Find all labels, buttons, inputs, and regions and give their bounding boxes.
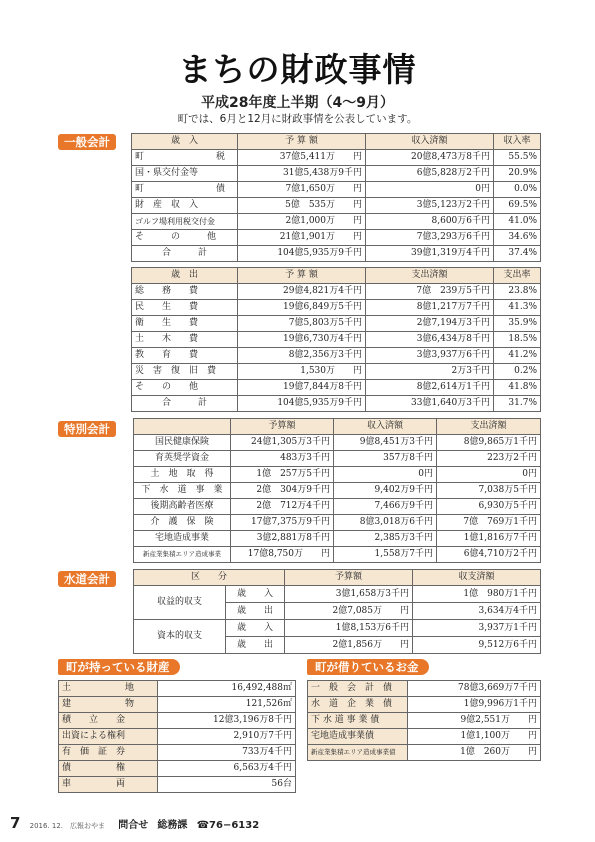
spent-cell: 0円 [437, 467, 541, 483]
table-row [132, 166, 541, 182]
value-cell: 1億1,100万 円 [408, 729, 541, 745]
received-cell: 9億8,451万3千円 [334, 435, 437, 451]
budget-cell: 2億 712万4千円 [231, 499, 334, 515]
column-header [134, 419, 231, 435]
row-label: 歳 出 [226, 637, 285, 654]
row-label: 土 木 費 [132, 332, 238, 348]
rate-cell: 41.2% [494, 348, 541, 364]
page-number: 7 [10, 814, 21, 832]
budget-cell: 31億5,438万9千円 [238, 166, 366, 182]
row-label: 下 水 道 事 業 [134, 483, 231, 499]
table-header-row [132, 268, 541, 284]
budget-cell: 8億2,356万3千円 [238, 348, 366, 364]
general-revenue-table [131, 133, 541, 262]
spent-cell: 1億1,816万7千円 [437, 531, 541, 547]
spent-cell: 33億1,640万3千円 [366, 396, 494, 412]
column-header: 収支済額 [413, 570, 541, 586]
table-row [134, 451, 541, 467]
row-label: 有 価 証 券 [59, 745, 158, 761]
table-row [134, 483, 541, 499]
table-row [308, 697, 541, 713]
assets-table [58, 680, 296, 793]
column-header: 収入済額 [334, 419, 437, 435]
table-row [134, 620, 541, 637]
spent-cell: 8億9,865万1千円 [437, 435, 541, 451]
table-row [308, 681, 541, 697]
table-row [132, 214, 541, 230]
table-row [132, 300, 541, 316]
table-row [134, 435, 541, 451]
row-label: 育英奨学資金 [134, 451, 231, 467]
budget-cell: 19億7,844万8千円 [238, 380, 366, 396]
table-row [134, 586, 541, 603]
rate-cell: 37.4% [494, 246, 541, 262]
contact-label: 問合せ [118, 820, 149, 831]
table-row [308, 713, 541, 729]
row-label: 車 両 [59, 777, 158, 793]
row-label: 後期高齢者医療 [134, 499, 231, 515]
rate-cell: 34.6% [494, 230, 541, 246]
table-row [134, 499, 541, 515]
table-row [59, 681, 296, 697]
rate-cell: 18.5% [494, 332, 541, 348]
row-label: 宅地造成事業債 [308, 729, 408, 745]
rate-cell: 0.0% [494, 182, 541, 198]
general-account-label: 一般会計 [58, 134, 116, 150]
table-header-row [132, 134, 541, 150]
budget-cell: 7億1,650万 円 [238, 182, 366, 198]
issue-info: 2016. 12. 広報おやま [29, 822, 106, 830]
budget-cell: 17億7,375万9千円 [231, 515, 334, 531]
value-cell: 12億3,196万8千円 [158, 713, 296, 729]
rate-cell: 55.5% [494, 150, 541, 166]
column-header: 支出率 [494, 268, 541, 284]
spent-cell: 223万2千円 [437, 451, 541, 467]
table-header-row [134, 570, 541, 586]
budget-cell: 19億6,730万4千円 [238, 332, 366, 348]
row-label: そ の 他 [132, 230, 238, 246]
special-account-label: 特別会計 [58, 421, 116, 437]
row-label: ゴルフ場利用税交付金 [132, 214, 238, 230]
row-label: 新産業集積エリア造成事業債 [308, 745, 408, 761]
budget-cell: 29億4,821万4千円 [238, 284, 366, 300]
rate-cell: 41.0% [494, 214, 541, 230]
received-cell: 7億3,293万6千円 [366, 230, 494, 246]
budget-cell: 7億5,803万5千円 [238, 316, 366, 332]
spent-cell: 7億 769万1千円 [437, 515, 541, 531]
row-label: 一 般 会 計 債 [308, 681, 408, 697]
budget-cell: 17億8,750万 円 [231, 547, 334, 563]
intro-text: 町では、6月と12月に財政事情を公表しています。 [177, 113, 418, 125]
group-label: 収益的収支 [134, 586, 226, 620]
table-row [59, 761, 296, 777]
row-label: 財 産 収 入 [132, 198, 238, 214]
table-row [132, 198, 541, 214]
received-cell: 2,385万3千円 [334, 531, 437, 547]
table-row [134, 467, 541, 483]
column-header: 支出済額 [437, 419, 541, 435]
value-cell: 1億 260万 円 [408, 745, 541, 761]
spent-cell: 6億4,710万2千円 [437, 547, 541, 563]
phone-number: ☎76−6132 [196, 820, 260, 831]
page-footer [10, 814, 265, 832]
column-header: 予算額 [285, 570, 413, 586]
spent-cell: 3億6,434万8千円 [366, 332, 494, 348]
settled-cell: 3,634万4千円 [413, 603, 541, 620]
received-cell: 0円 [366, 182, 494, 198]
value-cell: 9億2,551万 円 [408, 713, 541, 729]
row-label: 宅地造成事業 [134, 531, 231, 547]
column-header: 歳 出 [132, 268, 238, 284]
column-header: 予 算 額 [238, 134, 366, 150]
received-cell: 6億5,828万2千円 [366, 166, 494, 182]
received-cell: 357万8千円 [334, 451, 437, 467]
rate-cell: 31.7% [494, 396, 541, 412]
budget-cell: 5億 535万 円 [238, 198, 366, 214]
value-cell: 6,563万4千円 [158, 761, 296, 777]
table-row [308, 729, 541, 745]
row-label: 歳 入 [226, 620, 285, 637]
row-label: 積 立 金 [59, 713, 158, 729]
table-row [59, 713, 296, 729]
budget-cell: 104億5,935万9千円 [238, 246, 366, 262]
value-cell: 56台 [158, 777, 296, 793]
received-cell: 39億1,319万4千円 [366, 246, 494, 262]
special-account-table [133, 418, 541, 563]
table-row [134, 531, 541, 547]
row-label: 災 害 復 旧 費 [132, 364, 238, 380]
budget-cell: 21億1,901万 円 [238, 230, 366, 246]
row-label: 債 権 [59, 761, 158, 777]
table-header-row [134, 419, 541, 435]
row-label: 介 護 保 険 [134, 515, 231, 531]
table-row [132, 364, 541, 380]
row-label: 歳 入 [226, 586, 285, 603]
budget-cell: 483万3千円 [231, 451, 334, 467]
row-label: 新産業集積エリア造成事業 [134, 547, 231, 563]
row-label: 教 育 費 [132, 348, 238, 364]
row-label: そ の 他 [132, 380, 238, 396]
table-row [132, 150, 541, 166]
settled-cell: 3,937万1千円 [413, 620, 541, 637]
column-header: 支出済額 [366, 268, 494, 284]
budget-cell: 3億1,658万3千円 [285, 586, 413, 603]
general-expenditure-table [131, 267, 541, 412]
row-label: 町 債 [132, 182, 238, 198]
received-cell: 7,466万9千円 [334, 499, 437, 515]
received-cell: 9,402万9千円 [334, 483, 437, 499]
row-label: 水 道 企 業 債 [308, 697, 408, 713]
table-row [132, 316, 541, 332]
budget-cell: 2億1,000万 円 [238, 214, 366, 230]
rate-cell: 20.9% [494, 166, 541, 182]
budget-cell: 1億 257万5千円 [231, 467, 334, 483]
rate-cell: 0.2% [494, 364, 541, 380]
spent-cell: 6,930万5千円 [437, 499, 541, 515]
budget-cell: 104億5,935万9千円 [238, 396, 366, 412]
group-label: 資本的収支 [134, 620, 226, 654]
column-header: 予算額 [231, 419, 334, 435]
spent-cell: 8億1,217万7千円 [366, 300, 494, 316]
row-label: 歳 出 [226, 603, 285, 620]
total-row [132, 396, 541, 412]
budget-cell: 19億6,849万5千円 [238, 300, 366, 316]
received-cell: 1,558万7千円 [334, 547, 437, 563]
row-label: 合 計 [132, 396, 238, 412]
table-row [132, 284, 541, 300]
budget-cell: 2億 304万9千円 [231, 483, 334, 499]
assets-label: 町が持っている財産 [58, 659, 180, 675]
row-label: 合 計 [132, 246, 238, 262]
table-row [308, 745, 541, 761]
table-row [132, 380, 541, 396]
row-label: 衛 生 費 [132, 316, 238, 332]
table-row [59, 745, 296, 761]
row-label: 国・県交付金等 [132, 166, 238, 182]
table-row [132, 348, 541, 364]
rate-cell: 35.9% [494, 316, 541, 332]
budget-cell: 24億1,305万3千円 [231, 435, 334, 451]
department: 総務課 [157, 820, 188, 831]
table-row [132, 332, 541, 348]
settled-cell: 1億 980万1千円 [413, 586, 541, 603]
budget-cell: 2億7,085万 円 [285, 603, 413, 620]
table-row [132, 230, 541, 246]
value-cell: 78億3,669万7千円 [408, 681, 541, 697]
budget-cell: 37億5,411万 円 [238, 150, 366, 166]
table-row [132, 182, 541, 198]
table-row [59, 697, 296, 713]
value-cell: 16,492,488㎡ [158, 681, 296, 697]
table-row [134, 515, 541, 531]
value-cell: 121,526㎡ [158, 697, 296, 713]
value-cell: 733万4千円 [158, 745, 296, 761]
row-label: 総 務 費 [132, 284, 238, 300]
spent-cell: 8億2,614万1千円 [366, 380, 494, 396]
received-cell: 3億5,123万2千円 [366, 198, 494, 214]
page-subtitle: 平成28年度上半期（4～9月） [201, 95, 394, 111]
column-header: 収入済額 [366, 134, 494, 150]
received-cell: 0円 [334, 467, 437, 483]
column-header: 予 算 額 [238, 268, 366, 284]
spent-cell: 7,038万5千円 [437, 483, 541, 499]
budget-cell: 1,530万 円 [238, 364, 366, 380]
spent-cell: 2億7,194万3千円 [366, 316, 494, 332]
row-label: 出資による権利 [59, 729, 158, 745]
column-header: 歳 入 [132, 134, 238, 150]
debts-label: 町が借りているお金 [307, 659, 429, 675]
value-cell: 1億9,996万1千円 [408, 697, 541, 713]
row-label: 下 水 道 事 業 債 [308, 713, 408, 729]
row-label: 建 物 [59, 697, 158, 713]
received-cell: 20億8,473万8千円 [366, 150, 494, 166]
row-label: 土 地 取 得 [134, 467, 231, 483]
budget-cell: 3億2,881万8千円 [231, 531, 334, 547]
table-row [59, 777, 296, 793]
spent-cell: 2万3千円 [366, 364, 494, 380]
row-label: 民 生 費 [132, 300, 238, 316]
row-label: 土 地 [59, 681, 158, 697]
budget-cell: 1億8,153万6千円 [285, 620, 413, 637]
table-row [59, 729, 296, 745]
received-cell: 8億3,018万6千円 [334, 515, 437, 531]
page-title: まちの財政事情 [178, 50, 417, 89]
row-label: 国民健康保険 [134, 435, 231, 451]
spent-cell: 3億3,937万6千円 [366, 348, 494, 364]
budget-cell: 2億1,856万 円 [285, 637, 413, 654]
water-account-label: 水道会計 [58, 571, 116, 587]
water-account-table [133, 569, 541, 654]
rate-cell: 41.8% [494, 380, 541, 396]
rate-cell: 41.3% [494, 300, 541, 316]
row-label: 町 税 [132, 150, 238, 166]
settled-cell: 9,512万6千円 [413, 637, 541, 654]
spent-cell: 7億 239万5千円 [366, 284, 494, 300]
table-row [134, 547, 541, 563]
column-header: 収入率 [494, 134, 541, 150]
debts-table [307, 680, 541, 761]
received-cell: 8,600万6千円 [366, 214, 494, 230]
rate-cell: 69.5% [494, 198, 541, 214]
column-header: 区 分 [134, 570, 285, 586]
total-row [132, 246, 541, 262]
value-cell: 2,910万7千円 [158, 729, 296, 745]
rate-cell: 23.8% [494, 284, 541, 300]
